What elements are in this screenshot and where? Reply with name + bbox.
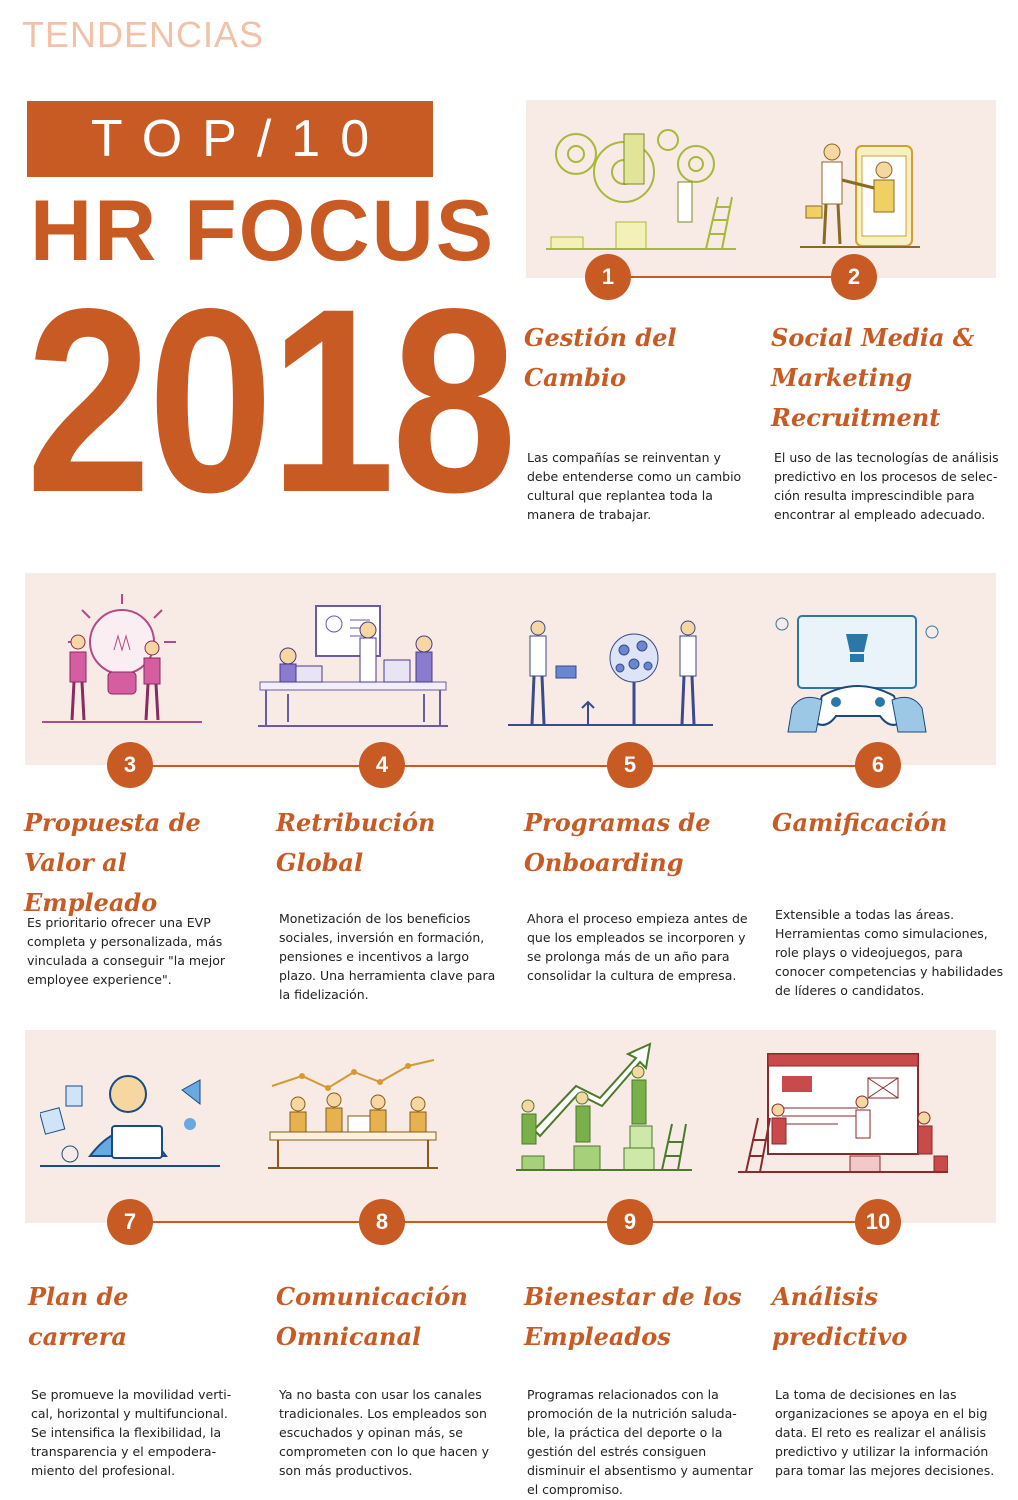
- number-badge-7: 7: [107, 1199, 153, 1245]
- item-description: Ya no basta con usar los canales tradicionales. Los empleados son escuchados y opinan más, se comprometen con lo que hacen y son más productivos.: [279, 1387, 489, 1478]
- gears-teamwork-icon: [546, 122, 736, 252]
- number-badge-1: 1: [585, 254, 631, 300]
- number-badge-9: 9: [607, 1199, 653, 1245]
- number-badge-3: 3: [107, 742, 153, 788]
- web-layout-icon: [738, 1052, 948, 1174]
- section-tag: TENDENCIAS: [22, 14, 265, 55]
- item-description: Ahora el proceso empieza antes de que los empleados se incorporen y se prolonga más de un año para consolidar la cultura de empresa.: [527, 911, 748, 983]
- item-description: La toma de decisiones en las organizaciones se apoya en el big data. El reto es realizar el análisis predictivo y utilizar la información para tomar las mejores decisiones.: [775, 1387, 995, 1478]
- item-title: Gestión del Cambio: [524, 323, 677, 392]
- row2-connector: [130, 765, 878, 767]
- item-description: Programas relacionados con la promoción de la nutrición saluda- ble, la práctica del deporte o la gestión del estrés consiguen disminuir el absentismo y aumentar el compromiso.: [527, 1387, 753, 1497]
- growth-arrow-icon: [516, 1036, 692, 1172]
- item-title: Gamificación: [772, 808, 948, 837]
- item-description: Las compañías se reinventan y debe entenderse como un cambio cultural que replantea toda la manera de trabajar.: [527, 450, 742, 522]
- number-badge-4: 4: [359, 742, 405, 788]
- phone-handshake-icon: [800, 140, 920, 250]
- item-description: Se promueve la movilidad verti- cal, horizontal y multifuncional. Se intensifica la flexibilidad, la transparencia y el empodera- miento del profesional.: [31, 1387, 232, 1478]
- item-title: Análisis predictivo: [772, 1282, 908, 1351]
- hr-focus-title: HR FOCUS: [30, 183, 496, 279]
- team-workstations-icon: [268, 1056, 438, 1170]
- number-badge-5: 5: [607, 742, 653, 788]
- item-title: Propuesta de Valor al Empleado: [24, 808, 201, 917]
- row1-connector: [608, 276, 854, 278]
- item-title: Retribución Global: [276, 808, 436, 877]
- meeting-presentation-icon: [258, 604, 448, 728]
- lightbulb-icon: [42, 590, 202, 728]
- growing-tree-icon: [508, 618, 713, 728]
- top10-banner: TOP/10: [27, 101, 433, 177]
- gamepad-trophy-icon: [772, 612, 942, 736]
- number-badge-8: 8: [359, 1199, 405, 1245]
- item-description: Extensible a todas las áreas. Herramientas como simulaciones, role plays o videojuegos, para conocer competencias y habilidades de líderes o candidatos.: [775, 907, 1004, 998]
- multitasking-person-icon: [40, 1060, 220, 1172]
- item-title: Plan de carrera: [28, 1282, 129, 1351]
- item-title: Comunicación Omnicanal: [276, 1282, 468, 1351]
- number-badge-10: 10: [855, 1199, 901, 1245]
- item-title: Bienestar de los Empleados: [524, 1282, 742, 1351]
- item-description: Monetización de los beneficios sociales, inversión en formación, pensiones e incentivos a largo plazo. Una herramienta clave para la fidelización.: [279, 911, 496, 1002]
- year-title: 2018: [26, 254, 514, 547]
- number-badge-2: 2: [831, 254, 877, 300]
- item-title: Programas de Onboarding: [524, 808, 711, 877]
- row3-connector: [130, 1221, 878, 1223]
- item-title: Social Media & Marketing Recruitment: [771, 323, 975, 432]
- item-description: El uso de las tecnologías de análisis predictivo en los procesos de selec- ción resulta imprescindible para encontrar al empleado adecuado.: [774, 450, 999, 522]
- item-description: Es prioritario ofrecer una EVP completa y personalizada, más vinculada a conseguir "la mejor employee experience".: [27, 915, 225, 987]
- number-badge-6: 6: [855, 742, 901, 788]
